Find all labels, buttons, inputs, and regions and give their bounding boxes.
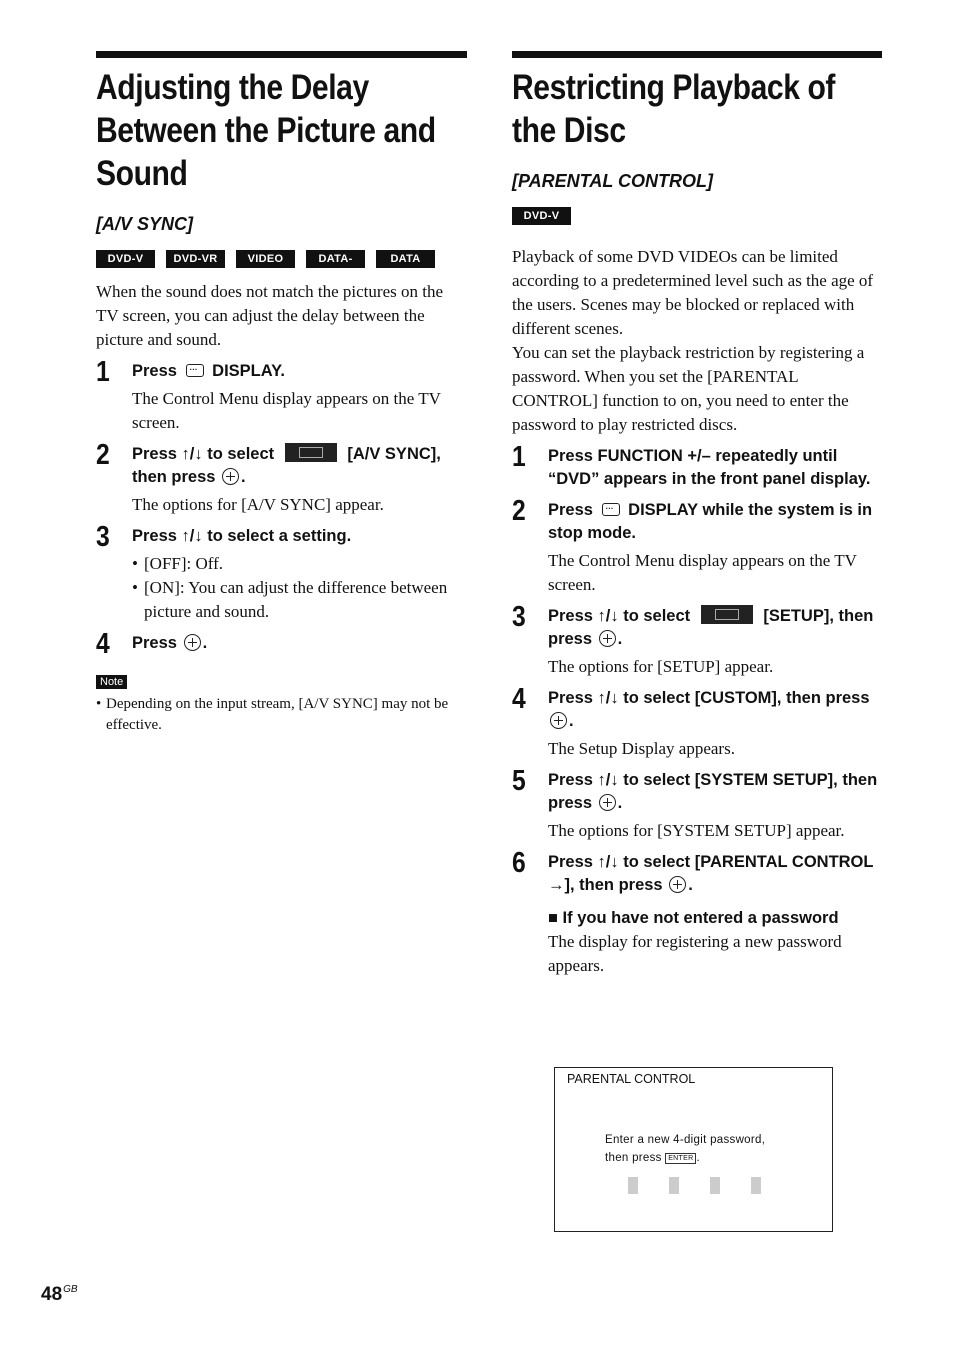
badge-data-dvd: DATA DVD: [376, 250, 435, 268]
step-2: [96, 439, 467, 517]
step-body: The options for [A/V SYNC] appear.: [132, 495, 384, 514]
step-body: The Setup Display appears.: [548, 739, 735, 758]
step-heading: Press ↑/↓ to select a setting.: [132, 527, 352, 545]
password-digit-slot: [751, 1177, 761, 1194]
password-digit-slot: [710, 1177, 720, 1194]
display-button-icon: [602, 503, 620, 516]
enter-button-icon: [222, 468, 239, 485]
step-heading: Press FUNCTION +/– repeatedly until “DVD” appears in the front panel display.: [548, 447, 871, 488]
step-body: The options for [SYSTEM SETUP] appear.: [548, 821, 845, 840]
option-off: • [OFF]: Off.: [132, 552, 467, 576]
step-heading: [548, 851, 882, 897]
screen-line-2: [605, 1149, 765, 1167]
step-number: 5: [512, 765, 526, 797]
password-digit-slot: [628, 1177, 638, 1194]
step-heading: [132, 443, 467, 489]
step-number: 1: [96, 356, 110, 388]
step-6: [512, 847, 882, 978]
step-heading: [548, 605, 882, 651]
step-number: 6: [512, 847, 526, 879]
step-3: [512, 601, 882, 679]
step-text: Press: [132, 634, 177, 652]
step-3: [96, 521, 467, 624]
screen-text: .: [696, 1152, 700, 1164]
note-label: Note: [96, 675, 127, 689]
step-text: DISPLAY.: [212, 362, 285, 380]
step-number: 2: [512, 495, 526, 527]
password-slots: [628, 1177, 761, 1194]
intro-paragraph: When the sound does not match the pictures on the TV screen, you can adjust the delay between the picture and sound.: [96, 282, 443, 349]
screen-line-1: Enter a new 4-digit password,: [605, 1134, 766, 1146]
disc-badges: [512, 207, 882, 225]
intro-paragraph-2: You can set the playback restriction by registering a password. When you set the [PARENTAL CONTROL] function to on, you need to enter the password to play restricted discs.: [512, 343, 865, 434]
step-number: 4: [512, 683, 526, 715]
step-text: [SETUP],: [763, 607, 834, 625]
enter-key-icon: ENTER: [665, 1153, 696, 1164]
step-2: [512, 495, 882, 597]
step-number: 1: [512, 441, 526, 473]
step-text: Press ↑/↓ to select: [548, 607, 691, 625]
enter-button-icon: [599, 630, 616, 647]
step-text: .: [241, 468, 246, 486]
parental-control-screen: [554, 1067, 833, 1232]
step-heading: [132, 632, 467, 655]
step-body: The display for registering a new password appears.: [548, 932, 842, 975]
step-5: [512, 765, 882, 843]
step-text: Press ↑/↓ to select [CUSTOM], then press: [548, 689, 870, 707]
screen-message: [605, 1131, 765, 1167]
step-text: [A/V SYNC],: [347, 445, 441, 463]
step-text: .: [202, 634, 208, 652]
step-heading: [548, 769, 882, 815]
step-text: Press ↑/↓ to select [PARENTAL CONTROL →], then press: [548, 853, 874, 894]
note-text: • Depending on the input stream, [A/V SYNC] may not be effective.: [96, 694, 467, 736]
password-digit-slot: [669, 1177, 679, 1194]
setup-menu-icon: [701, 605, 753, 624]
step-text: Press ↑/↓ to select [SYSTEM SETUP], then press: [548, 771, 878, 812]
option-on: • [ON]: You can adjust the difference between picture and sound.: [132, 576, 467, 624]
badge-dvd-v: DVD-V: [96, 250, 155, 268]
step-number: 3: [96, 521, 110, 553]
step-4: [512, 683, 882, 761]
left-column: [96, 51, 467, 736]
step-body: [132, 552, 467, 624]
screen-title: PARENTAL CONTROL: [567, 1072, 696, 1086]
section-rule: [96, 51, 467, 58]
step-body: The Control Menu display appears on the TV screen.: [548, 551, 857, 594]
step-text: then press: [548, 607, 874, 648]
enter-button-icon: [550, 712, 567, 729]
step-body: The options for [SETUP] appear.: [548, 657, 774, 676]
step-1: [96, 356, 467, 435]
page-suffix: GB: [63, 1284, 78, 1295]
step-text: .: [617, 630, 623, 648]
enter-button-icon: [669, 876, 686, 893]
sub-heading: ■ If you have not entered a password: [548, 909, 839, 927]
page-number: [41, 1284, 78, 1306]
right-column: [512, 51, 882, 978]
step-number: 3: [512, 601, 526, 633]
step-heading: [132, 360, 467, 383]
intro-paragraph: Playback of some DVD VIDEOs can be limited according to a predetermined level such as the age of the users. Scenes may be blocked or replaced with different scenes.: [512, 247, 874, 338]
step-body: The Control Menu display appears on the TV screen.: [132, 389, 441, 432]
section-subtitle: [PARENTAL CONTROL]: [512, 171, 713, 191]
av-sync-menu-icon: [285, 443, 337, 462]
step-heading: [548, 687, 882, 733]
step-heading: [548, 499, 882, 545]
step-text: then press: [132, 468, 216, 486]
step-text: Press: [132, 362, 177, 380]
badge-dvd-vr: DVD-VR: [166, 250, 225, 268]
section-title: Restricting Playback of the Disc: [512, 68, 835, 150]
display-button-icon: [186, 364, 204, 377]
step-text: Press: [548, 501, 593, 519]
badge-video-cd: VIDEO CD: [236, 250, 295, 268]
step-text: .: [688, 876, 693, 894]
step-1: [512, 441, 882, 491]
screen-text: then press: [605, 1152, 662, 1164]
step-text: Press ↑/↓ to select: [132, 445, 275, 463]
section-subtitle: [A/V SYNC]: [96, 214, 194, 234]
step-number: 4: [96, 628, 110, 660]
section-title: Adjusting the Delay Between the Picture and Sound: [96, 68, 436, 193]
page-number-value: 48: [41, 1284, 63, 1305]
enter-button-icon: [184, 634, 201, 651]
section-rule: [512, 51, 882, 58]
step-text: .: [617, 794, 623, 812]
step-text: DISPLAY while the system is in stop mode.: [548, 501, 873, 542]
step-number: 2: [96, 439, 110, 471]
badge-dvd-v: DVD-V: [512, 207, 571, 225]
enter-button-icon: [599, 794, 616, 811]
badge-data-cd: DATA-CD: [306, 250, 365, 268]
step-4: [96, 628, 467, 660]
step-text: .: [569, 712, 574, 730]
disc-badges: [96, 250, 467, 283]
